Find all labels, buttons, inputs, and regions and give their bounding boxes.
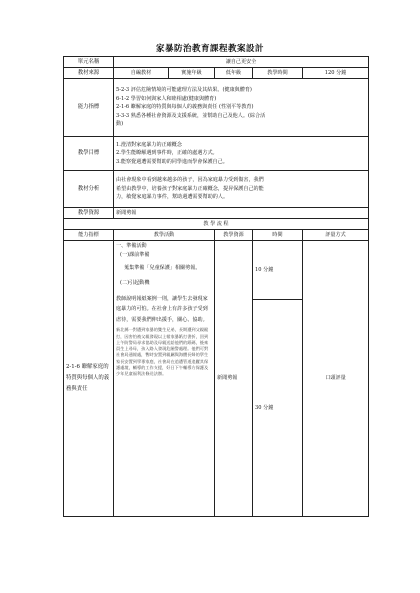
activity-subheading: (二)引起動機	[120, 280, 150, 287]
unit-row	[64, 57, 369, 68]
activity-text: 教師說明報紙案例一則，讓學生去發現家庭暴力的可怕。在社會上有許多孩子受到虐待，需要我們伸出援手，關心、協助。	[116, 295, 208, 323]
flow-resource: 新聞剪報	[215, 241, 253, 517]
competency-line: 5-2-3 評估危險情境的可能處理方法及其結果。(健康與體育)	[116, 87, 252, 94]
flow-row	[64, 241, 369, 517]
flow-header-time: 時間	[253, 230, 303, 241]
goals-label: 教學目標	[64, 137, 114, 171]
goal-line: 1.澄清對家庭暴力的正確概念	[116, 141, 182, 148]
flow-time-cell	[253, 241, 303, 517]
flow-header-indicator: 能力指標	[64, 230, 114, 241]
competency-line: 動)	[116, 121, 124, 128]
flow-title: 教 學 流 程	[64, 219, 369, 230]
analysis-row	[64, 171, 369, 208]
grade-value: 低年級	[215, 68, 253, 79]
flow-assessment: 口頭評量	[303, 241, 369, 517]
goals-row	[64, 137, 369, 171]
unit-value: 讓自己更安全	[114, 57, 369, 68]
analysis-line: 希望由教學中，培養孩子對家庭暴力正確概念，提昇保護自己的能	[116, 185, 264, 192]
time-label: 教學時間	[253, 68, 303, 79]
source-value: 自編教材	[114, 68, 169, 79]
analysis-line: 力，敏覺家庭暴力事件，幫助週遭需要幫助的人。	[116, 194, 229, 201]
flow-header-row	[64, 230, 369, 241]
resources-label: 教學資源	[64, 208, 114, 219]
flow-header-resource: 教學資源	[215, 230, 253, 241]
activity-subheading: (一)課前準備	[120, 251, 150, 258]
flow-indicator: 2-1-6 瞭解家庭的特質與每個人的義務與責任	[64, 241, 114, 517]
news-clipping-text: 新北縣一對遭到家暴的雙生兄弟，長期遭到父親毆打，因害怕被父親發現以上報家暴紙打書折，回到上午防警局尋求協助及母親送給他們的紙碼，後來員生上尋母，孩入路入發現危險警處理。他們可對社會局通報處，暫時安置到親屬與海體長婦的學生家長安置到學專家庭，社會局在追遭管道追蹤其保護處境，輔導的工作支援，好日下午輔導方保護及少年兒童福利法條送法辦。	[116, 327, 209, 377]
analysis-label: 教材分析	[64, 171, 114, 208]
competency-lines	[114, 79, 369, 137]
page-title: 家暴防治教育課程教案設計	[155, 44, 264, 54]
grade-label: 實施年級	[169, 68, 215, 79]
analysis-lines	[114, 171, 369, 208]
analysis-line: 由社會現象中看到越來越多的孩子，因為家庭暴力受到傷害，我們	[116, 177, 264, 184]
competency-line: 3-3-3 熟悉各種社會資源及支援系統，並幫助自己及他人。(綜合活	[116, 112, 266, 119]
goal-line: 3.能察覺週遭需要幫助的同學進而學會保護自己。	[116, 158, 228, 165]
source-row	[64, 68, 369, 79]
goal-line: 2.學生能瞭解遇到事件時，正確的處遇方式。	[116, 150, 218, 157]
flow-time-1: 10 分鐘	[253, 241, 302, 300]
competency-row	[64, 79, 369, 137]
flow-time-2: 30 分鐘	[255, 404, 274, 411]
activity-text: 蒐集準備「兒童保護」相關剪報。	[124, 265, 201, 272]
lesson-plan-table-wrapper	[63, 56, 368, 517]
competency-label: 能力指標	[64, 79, 114, 137]
competency-line: 2-1-6 瞭解家庭的特質與每個人的義務與責任 (性別平等教育)	[116, 104, 254, 111]
lesson-plan-table	[63, 56, 369, 517]
flow-activities	[114, 241, 215, 517]
time-value: 120 分鐘	[303, 68, 369, 79]
unit-label: 單元名稱	[64, 57, 114, 68]
resources-value: 新聞剪報	[114, 208, 369, 219]
source-label: 教材來源	[64, 68, 114, 79]
competency-line: 6-1-2 學習如何與家人和睦相處(健康與體育)	[116, 95, 217, 102]
flow-header-assessment: 評量方式	[303, 230, 369, 241]
goals-lines	[114, 137, 369, 171]
flow-title-row	[64, 219, 369, 230]
activity-heading: 一、準備活動	[116, 243, 147, 249]
flow-header-activity: 教學活動	[114, 230, 215, 241]
resources-row	[64, 208, 369, 219]
